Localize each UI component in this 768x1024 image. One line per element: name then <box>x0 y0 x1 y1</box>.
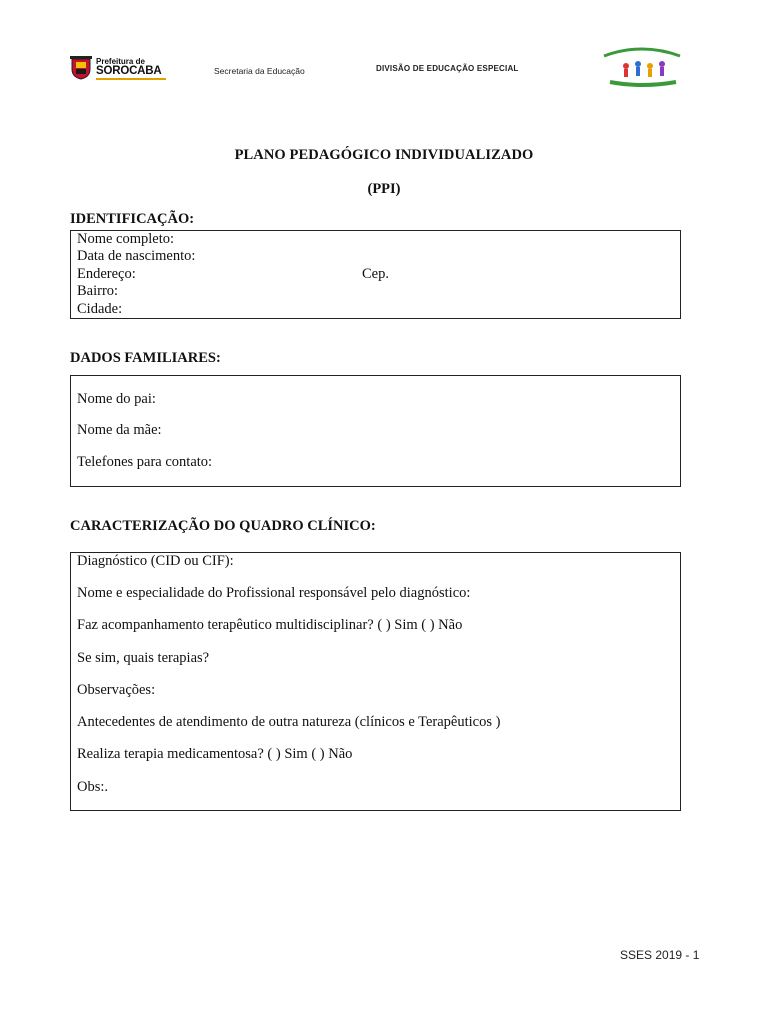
divisao-label: DIVISÃO DE EDUCAÇÃO ESPECIAL <box>376 64 519 73</box>
prefeitura-logo <box>70 56 170 82</box>
diagnostico-field: Diagnóstico (CID ou CIF): <box>77 553 234 569</box>
cep-field: Cep. <box>362 266 389 282</box>
medicamentosa-field: Realiza terapia medicamentosa? ( ) Sim ( ) Não <box>77 746 353 762</box>
cidade-field: Cidade: <box>77 301 123 317</box>
obs-field: Obs:. <box>77 779 109 795</box>
telefones-field: Telefones para contato: <box>77 454 213 470</box>
acompanhamento-field: Faz acompanhamento terapêutico multidisciplinar? ( ) Sim ( ) Não <box>77 617 463 633</box>
identificacao-heading: IDENTIFICAÇÃO: <box>70 211 195 227</box>
nome-pai-field: Nome do pai: <box>77 391 156 407</box>
bairro-field: Bairro: <box>77 283 119 299</box>
antecedentes-field: Antecedentes de atendimento de outra natureza (clínicos e Terapêuticos ) <box>77 714 501 730</box>
document-title: PLANO PEDAGÓGICO INDIVIDUALIZADO <box>234 147 534 163</box>
profissional-field: Nome e especialidade do Profissional responsável pelo diagnóstico: <box>77 585 471 601</box>
clinico-heading: CARACTERIZAÇÃO DO QUADRO CLÍNICO: <box>70 518 376 534</box>
identificacao-box <box>70 230 681 319</box>
sorocaba-label: SOROCABA <box>96 65 162 77</box>
prefeitura-accent-bar <box>96 78 166 80</box>
data-nascimento-field: Data de nascimento: <box>77 248 196 264</box>
education-logo-icon <box>596 44 688 88</box>
terapias-field: Se sim, quais terapias? <box>77 650 210 666</box>
sorocaba-crest-icon <box>70 56 92 80</box>
observacoes-field: Observações: <box>77 682 156 698</box>
nome-mae-field: Nome da mãe: <box>77 422 162 438</box>
secretaria-label: Secretaria da Educação <box>214 66 305 76</box>
familiares-box <box>70 375 681 487</box>
prefeitura-label: Prefeitura de <box>96 57 145 66</box>
page-footer: SSES 2019 - 1 <box>620 948 700 962</box>
nome-completo-field: Nome completo: <box>77 231 175 247</box>
familiares-heading: DADOS FAMILIARES: <box>70 350 221 366</box>
document-subtitle: (PPI) <box>367 181 401 197</box>
clinico-box <box>70 552 681 811</box>
endereco-field: Endereço: <box>77 266 136 282</box>
document-header <box>0 0 768 100</box>
